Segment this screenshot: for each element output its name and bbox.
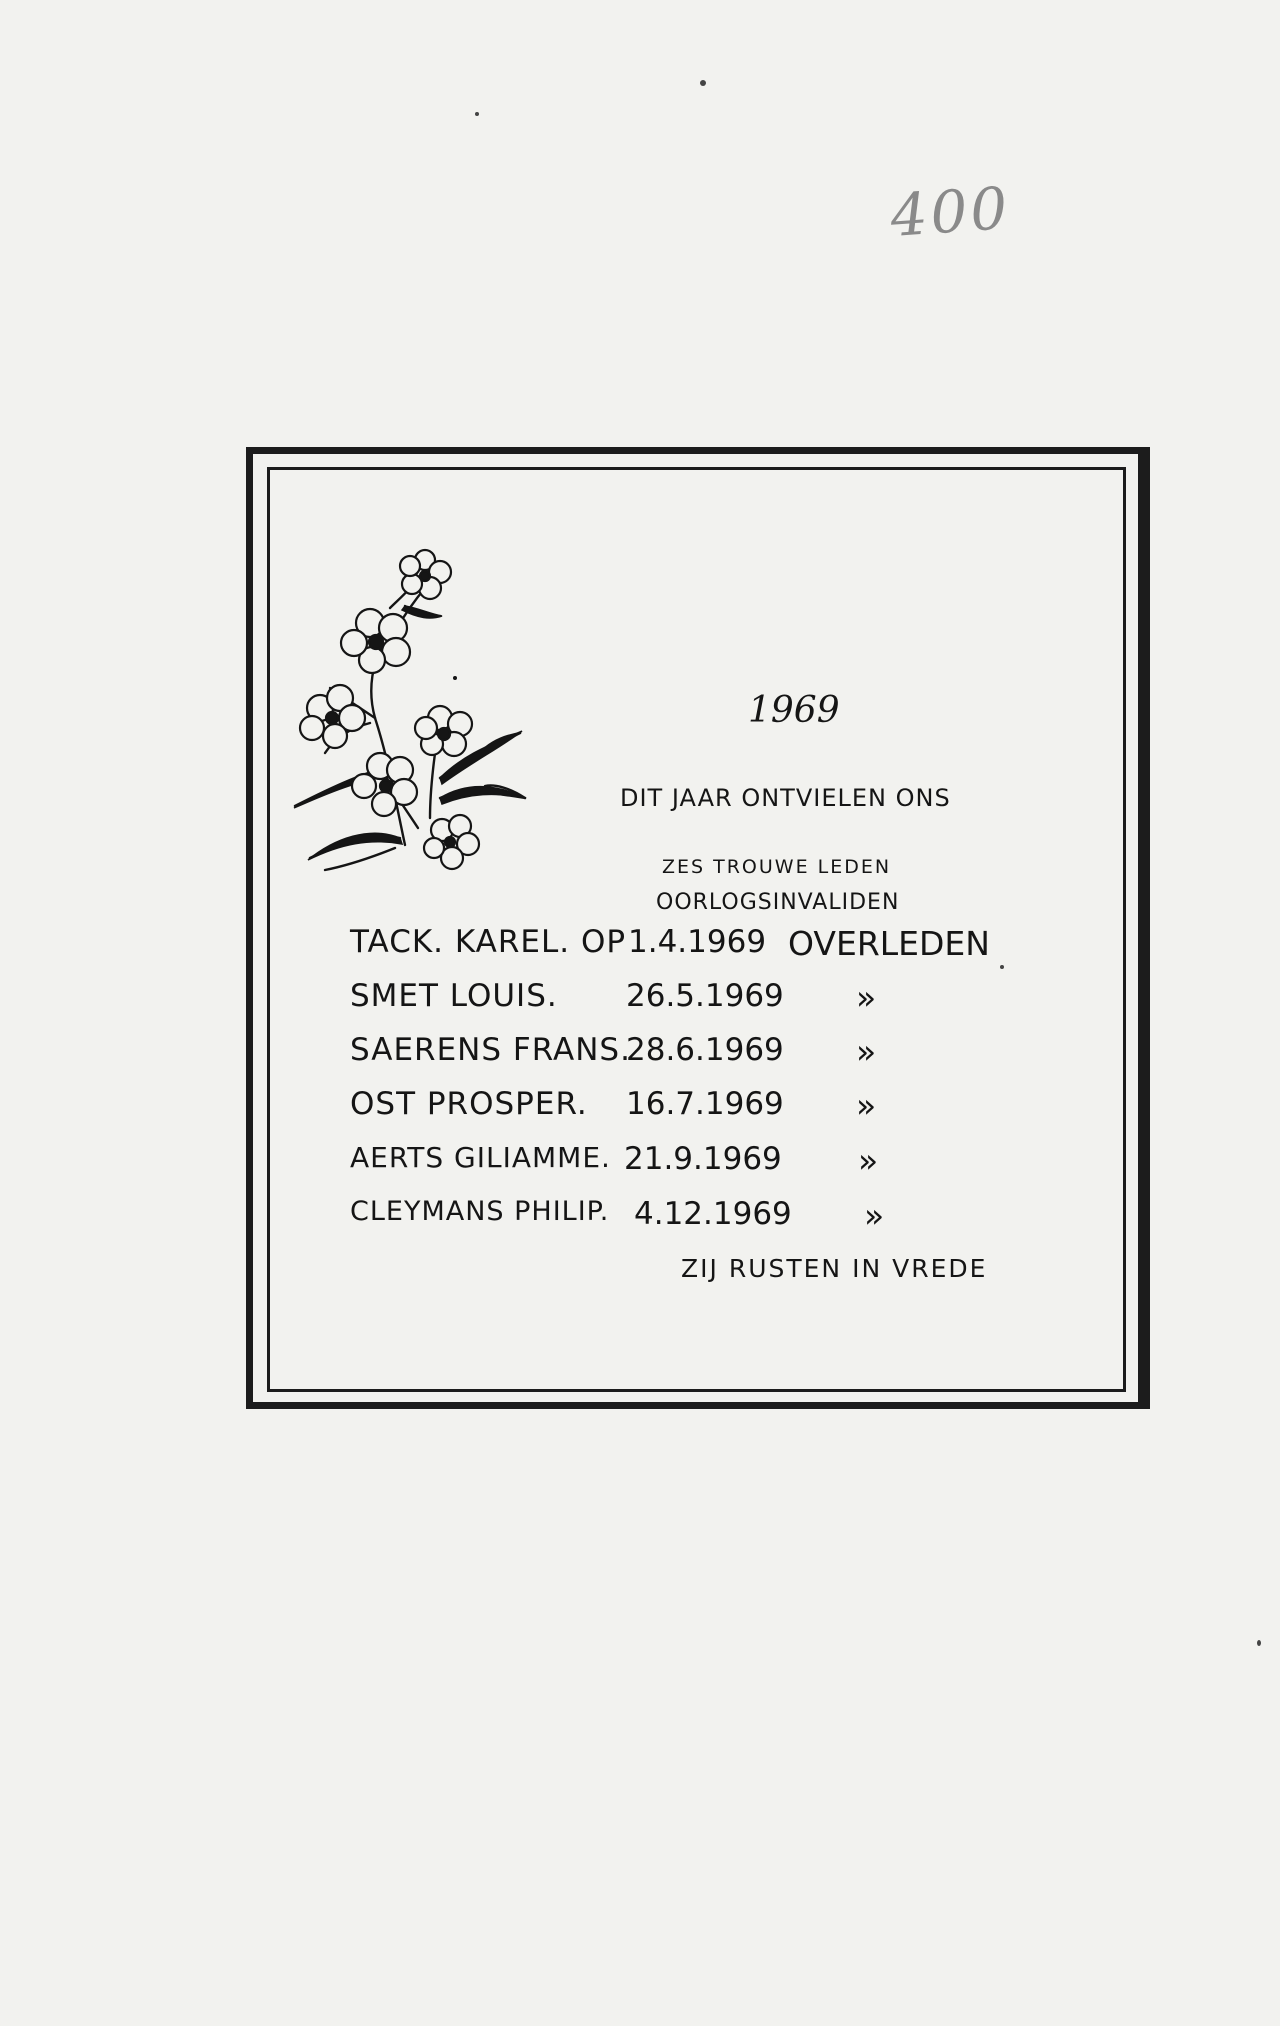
flower-4 bbox=[415, 706, 472, 756]
entry-name: SAERENS FRANS. bbox=[350, 1032, 631, 1068]
flower-2 bbox=[341, 609, 410, 673]
entry-note: » bbox=[864, 1196, 885, 1235]
entry-note: » bbox=[856, 1032, 877, 1071]
entry-name: SMET LOUIS. bbox=[350, 978, 558, 1014]
flower-3 bbox=[300, 685, 365, 748]
entry-date: 21.9.1969 bbox=[624, 1141, 782, 1177]
entry-date: 26.5.1969 bbox=[626, 978, 784, 1014]
entry-note: » bbox=[858, 1141, 879, 1180]
memorial-intro: DIT JAAR ONTVIELEN ONS bbox=[620, 784, 951, 812]
entry-name: AERTS GILIAMME. bbox=[350, 1141, 611, 1174]
memorial-group-line: OORLOGSINVALIDEN bbox=[656, 890, 900, 915]
memorial-members-line: ZES TROUWE LEDEN bbox=[662, 856, 892, 878]
flower-1 bbox=[400, 550, 451, 599]
entry-note: » bbox=[856, 978, 877, 1017]
ink-speck bbox=[1257, 1640, 1261, 1646]
memorial-year: 1969 bbox=[748, 690, 840, 731]
page-number: 400 bbox=[888, 173, 1013, 250]
flower-illustration bbox=[290, 548, 540, 878]
entry-name: TACK. KAREL. OP bbox=[350, 924, 627, 960]
entry-date: 16.7.1969 bbox=[626, 1086, 784, 1122]
entry-name: OST PROSPER. bbox=[350, 1086, 588, 1122]
flower-6 bbox=[424, 815, 479, 869]
entry-date: 4.12.1969 bbox=[634, 1196, 792, 1232]
memorial-closing: ZIJ RUSTEN IN VREDE bbox=[681, 1254, 988, 1283]
entry-date: 28.6.1969 bbox=[626, 1032, 784, 1068]
entry-name: CLEYMANS PHILIP. bbox=[350, 1196, 610, 1227]
ink-speck bbox=[475, 112, 479, 116]
entry-note: » bbox=[856, 1086, 877, 1125]
ink-speck bbox=[700, 80, 706, 86]
entry-date: 1.4.1969 bbox=[628, 924, 767, 960]
entry-note: OVERLEDEN bbox=[788, 924, 990, 963]
flower-5 bbox=[352, 753, 417, 816]
